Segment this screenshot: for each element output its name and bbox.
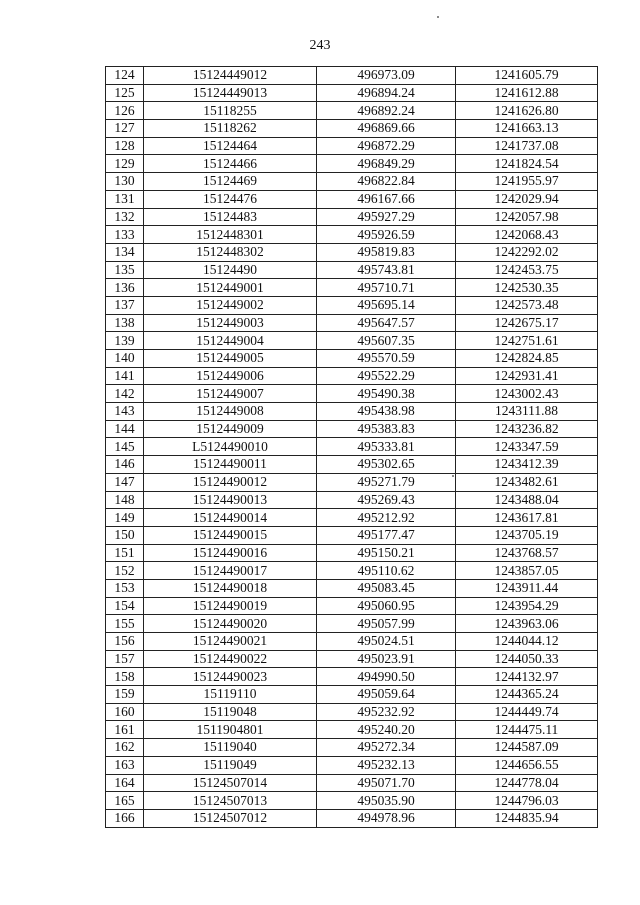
row-index-cell: 133: [106, 226, 144, 244]
x-coordinate-cell: 495212.92: [317, 509, 456, 527]
y-coordinate-cell: 1244132.97: [456, 668, 598, 686]
y-coordinate-cell: 1241605.79: [456, 67, 598, 85]
point-id-cell: 15124490019: [144, 597, 317, 615]
row-index-cell: 155: [106, 615, 144, 633]
y-coordinate-cell: 1243236.82: [456, 420, 598, 438]
row-index-cell: 161: [106, 721, 144, 739]
point-id-cell: L5124490010: [144, 438, 317, 456]
table-row: [106, 208, 598, 226]
row-index-cell: 150: [106, 526, 144, 544]
row-index-cell: 146: [106, 456, 144, 474]
point-id-cell: 15124490011: [144, 456, 317, 474]
table-row: [106, 633, 598, 651]
table-row: [106, 173, 598, 191]
point-id-cell: 15124490012: [144, 473, 317, 491]
row-index-cell: 135: [106, 261, 144, 279]
y-coordinate-cell: 1243963.06: [456, 615, 598, 633]
x-coordinate-cell: 496849.29: [317, 155, 456, 173]
x-coordinate-cell: 495269.43: [317, 491, 456, 509]
x-coordinate-cell: 495926.59: [317, 226, 456, 244]
table-row: [106, 279, 598, 297]
table-row: [106, 137, 598, 155]
row-index-cell: 152: [106, 562, 144, 580]
point-id-cell: 15124490: [144, 261, 317, 279]
point-id-cell: 1512448302: [144, 243, 317, 261]
x-coordinate-cell: 495271.79: [317, 473, 456, 491]
table-row: [106, 491, 598, 509]
row-index-cell: 153: [106, 579, 144, 597]
y-coordinate-cell: 1242573.48: [456, 296, 598, 314]
row-index-cell: 149: [106, 509, 144, 527]
y-coordinate-cell: 1242824.85: [456, 350, 598, 368]
table-row: [106, 562, 598, 580]
x-coordinate-cell: 495177.47: [317, 526, 456, 544]
y-coordinate-cell: 1241612.88: [456, 84, 598, 102]
x-coordinate-cell: 495647.57: [317, 314, 456, 332]
x-coordinate-cell: 495302.65: [317, 456, 456, 474]
row-index-cell: 138: [106, 314, 144, 332]
point-id-cell: 15124464: [144, 137, 317, 155]
point-id-cell: 15118262: [144, 120, 317, 138]
table-row: [106, 526, 598, 544]
row-index-cell: 136: [106, 279, 144, 297]
x-coordinate-cell: 495438.98: [317, 403, 456, 421]
point-id-cell: 1512449002: [144, 296, 317, 314]
x-coordinate-cell: 495570.59: [317, 350, 456, 368]
row-index-cell: 142: [106, 385, 144, 403]
point-id-cell: 1512449009: [144, 420, 317, 438]
point-id-cell: 15119040: [144, 739, 317, 757]
point-id-cell: 15124466: [144, 155, 317, 173]
point-id-cell: 1512449006: [144, 367, 317, 385]
table-row: [106, 261, 598, 279]
x-coordinate-cell: 495035.90: [317, 792, 456, 810]
y-coordinate-cell: 1243347.59: [456, 438, 598, 456]
point-id-cell: 15124490020: [144, 615, 317, 633]
y-coordinate-cell: 1243911.44: [456, 579, 598, 597]
y-coordinate-cell: 1243954.29: [456, 597, 598, 615]
x-coordinate-cell: 495059.64: [317, 686, 456, 704]
row-index-cell: 128: [106, 137, 144, 155]
row-index-cell: 131: [106, 190, 144, 208]
x-coordinate-cell: 495743.81: [317, 261, 456, 279]
y-coordinate-cell: 1242292.02: [456, 243, 598, 261]
x-coordinate-cell: 495232.13: [317, 756, 456, 774]
point-id-cell: 15119049: [144, 756, 317, 774]
row-index-cell: 140: [106, 350, 144, 368]
table-row: [106, 686, 598, 704]
point-id-cell: 15124476: [144, 190, 317, 208]
x-coordinate-cell: 495023.91: [317, 650, 456, 668]
x-coordinate-cell: 495024.51: [317, 633, 456, 651]
row-index-cell: 126: [106, 102, 144, 120]
row-index-cell: 154: [106, 597, 144, 615]
y-coordinate-cell: 1242453.75: [456, 261, 598, 279]
x-coordinate-cell: 496892.24: [317, 102, 456, 120]
y-coordinate-cell: 1243412.39: [456, 456, 598, 474]
point-id-cell: 15124490018: [144, 579, 317, 597]
table-row: [106, 473, 598, 491]
row-index-cell: 166: [106, 809, 144, 827]
point-id-cell: 15124469: [144, 173, 317, 191]
table-row: [106, 226, 598, 244]
row-index-cell: 148: [106, 491, 144, 509]
y-coordinate-cell: 1243768.57: [456, 544, 598, 562]
table-row: [106, 84, 598, 102]
point-id-cell: 15119048: [144, 703, 317, 721]
table-row: [106, 703, 598, 721]
point-id-cell: 15124490014: [144, 509, 317, 527]
row-index-cell: 156: [106, 633, 144, 651]
x-coordinate-cell: 495695.14: [317, 296, 456, 314]
x-coordinate-cell: 495272.34: [317, 739, 456, 757]
x-coordinate-cell: 495710.71: [317, 279, 456, 297]
row-index-cell: 162: [106, 739, 144, 757]
y-coordinate-cell: 1243488.04: [456, 491, 598, 509]
table-row: [106, 579, 598, 597]
y-coordinate-cell: 1241955.97: [456, 173, 598, 191]
point-id-cell: 15124490013: [144, 491, 317, 509]
table-row: [106, 544, 598, 562]
row-index-cell: 134: [106, 243, 144, 261]
x-coordinate-cell: 496894.24: [317, 84, 456, 102]
point-id-cell: 15124490022: [144, 650, 317, 668]
x-coordinate-cell: 495150.21: [317, 544, 456, 562]
table-row: [106, 314, 598, 332]
point-id-cell: 1512449007: [144, 385, 317, 403]
y-coordinate-cell: 1244778.04: [456, 774, 598, 792]
point-id-cell: 1511904801: [144, 721, 317, 739]
row-index-cell: 137: [106, 296, 144, 314]
point-id-cell: 15124449012: [144, 67, 317, 85]
table-row: [106, 120, 598, 138]
table-row: [106, 296, 598, 314]
page-number: 243: [309, 38, 331, 53]
point-id-cell: 15118255: [144, 102, 317, 120]
x-coordinate-cell: 495060.95: [317, 597, 456, 615]
row-index-cell: 125: [106, 84, 144, 102]
point-id-cell: 15119110: [144, 686, 317, 704]
table-row: [106, 332, 598, 350]
table-row: [106, 385, 598, 403]
y-coordinate-cell: 1244044.12: [456, 633, 598, 651]
y-coordinate-cell: 1242675.17: [456, 314, 598, 332]
x-coordinate-cell: 494978.96: [317, 809, 456, 827]
table-row: [106, 350, 598, 368]
table-row: [106, 367, 598, 385]
x-coordinate-cell: 495083.45: [317, 579, 456, 597]
x-coordinate-cell: 495819.83: [317, 243, 456, 261]
point-id-cell: 15124449013: [144, 84, 317, 102]
x-coordinate-cell: 495071.70: [317, 774, 456, 792]
point-id-cell: 15124483: [144, 208, 317, 226]
y-coordinate-cell: 1244796.03: [456, 792, 598, 810]
row-index-cell: 141: [106, 367, 144, 385]
x-coordinate-cell: 495383.83: [317, 420, 456, 438]
y-coordinate-cell: 1244050.33: [456, 650, 598, 668]
y-coordinate-cell: 1244587.09: [456, 739, 598, 757]
point-id-cell: 1512449005: [144, 350, 317, 368]
y-coordinate-cell: 1244475.11: [456, 721, 598, 739]
table-row: [106, 615, 598, 633]
y-coordinate-cell: 1241663.13: [456, 120, 598, 138]
y-coordinate-cell: 1242530.35: [456, 279, 598, 297]
table-row: [106, 668, 598, 686]
point-id-cell: 1512449008: [144, 403, 317, 421]
table-row: [106, 243, 598, 261]
x-coordinate-cell: 496973.09: [317, 67, 456, 85]
x-coordinate-cell: 495232.92: [317, 703, 456, 721]
y-coordinate-cell: 1242068.43: [456, 226, 598, 244]
point-id-cell: 1512449001: [144, 279, 317, 297]
y-coordinate-cell: 1242029.94: [456, 190, 598, 208]
x-coordinate-cell: 495522.29: [317, 367, 456, 385]
y-coordinate-cell: 1244365.24: [456, 686, 598, 704]
row-index-cell: 129: [106, 155, 144, 173]
point-id-cell: 1512449003: [144, 314, 317, 332]
point-id-cell: 15124507013: [144, 792, 317, 810]
row-index-cell: 164: [106, 774, 144, 792]
row-index-cell: 158: [106, 668, 144, 686]
x-coordinate-cell: 495333.81: [317, 438, 456, 456]
y-coordinate-cell: 1244449.74: [456, 703, 598, 721]
row-index-cell: 160: [106, 703, 144, 721]
row-index-cell: 130: [106, 173, 144, 191]
y-coordinate-cell: 1241626.80: [456, 102, 598, 120]
point-id-cell: 1512448301: [144, 226, 317, 244]
y-coordinate-cell: 1244835.94: [456, 809, 598, 827]
y-coordinate-cell: 1242751.61: [456, 332, 598, 350]
x-coordinate-cell: 496167.66: [317, 190, 456, 208]
point-id-cell: 15124507012: [144, 809, 317, 827]
table-row: [106, 721, 598, 739]
table-row: [106, 102, 598, 120]
table-row: [106, 155, 598, 173]
point-id-cell: 1512449004: [144, 332, 317, 350]
x-coordinate-cell: 495057.99: [317, 615, 456, 633]
row-index-cell: 143: [106, 403, 144, 421]
point-id-cell: 15124490015: [144, 526, 317, 544]
table-row: [106, 756, 598, 774]
table-row: [106, 739, 598, 757]
x-coordinate-cell: 496872.29: [317, 137, 456, 155]
row-index-cell: 157: [106, 650, 144, 668]
y-coordinate-cell: 1243705.19: [456, 526, 598, 544]
point-id-cell: 15124507014: [144, 774, 317, 792]
point-id-cell: 15124490017: [144, 562, 317, 580]
table-row: [106, 403, 598, 421]
coordinates-table: [105, 66, 598, 828]
table-row: [106, 67, 598, 85]
table-row: [106, 792, 598, 810]
y-coordinate-cell: 1243482.61: [456, 473, 598, 491]
y-coordinate-cell: 1243617.81: [456, 509, 598, 527]
row-index-cell: 132: [106, 208, 144, 226]
x-coordinate-cell: 495490.38: [317, 385, 456, 403]
row-index-cell: 151: [106, 544, 144, 562]
y-coordinate-cell: 1241824.54: [456, 155, 598, 173]
x-coordinate-cell: 495240.20: [317, 721, 456, 739]
table-row: [106, 438, 598, 456]
y-coordinate-cell: 1244656.55: [456, 756, 598, 774]
point-id-cell: 15124490023: [144, 668, 317, 686]
row-index-cell: 127: [106, 120, 144, 138]
y-coordinate-cell: 1243002.43: [456, 385, 598, 403]
table-row: [106, 809, 598, 827]
y-coordinate-cell: 1242931.41: [456, 367, 598, 385]
row-index-cell: 144: [106, 420, 144, 438]
table-row: [106, 190, 598, 208]
row-index-cell: 139: [106, 332, 144, 350]
x-coordinate-cell: 496869.66: [317, 120, 456, 138]
row-index-cell: 124: [106, 67, 144, 85]
table-row: [106, 774, 598, 792]
coordinates-table-container: [105, 66, 597, 828]
point-id-cell: 15124490021: [144, 633, 317, 651]
coordinates-table-body: [106, 67, 598, 828]
x-coordinate-cell: 495927.29: [317, 208, 456, 226]
point-id-cell: 15124490016: [144, 544, 317, 562]
table-row: [106, 597, 598, 615]
row-index-cell: 163: [106, 756, 144, 774]
table-row: [106, 420, 598, 438]
x-coordinate-cell: 494990.50: [317, 668, 456, 686]
row-index-cell: 165: [106, 792, 144, 810]
table-row: [106, 456, 598, 474]
row-index-cell: 159: [106, 686, 144, 704]
y-coordinate-cell: 1243857.05: [456, 562, 598, 580]
x-coordinate-cell: 495607.35: [317, 332, 456, 350]
row-index-cell: 145: [106, 438, 144, 456]
y-coordinate-cell: 1243111.88: [456, 403, 598, 421]
table-row: [106, 650, 598, 668]
y-coordinate-cell: 1241737.08: [456, 137, 598, 155]
x-coordinate-cell: 495110.62: [317, 562, 456, 580]
x-coordinate-cell: 496822.84: [317, 173, 456, 191]
row-index-cell: 147: [106, 473, 144, 491]
table-row: [106, 509, 598, 527]
scan-speck: [437, 16, 439, 18]
y-coordinate-cell: 1242057.98: [456, 208, 598, 226]
